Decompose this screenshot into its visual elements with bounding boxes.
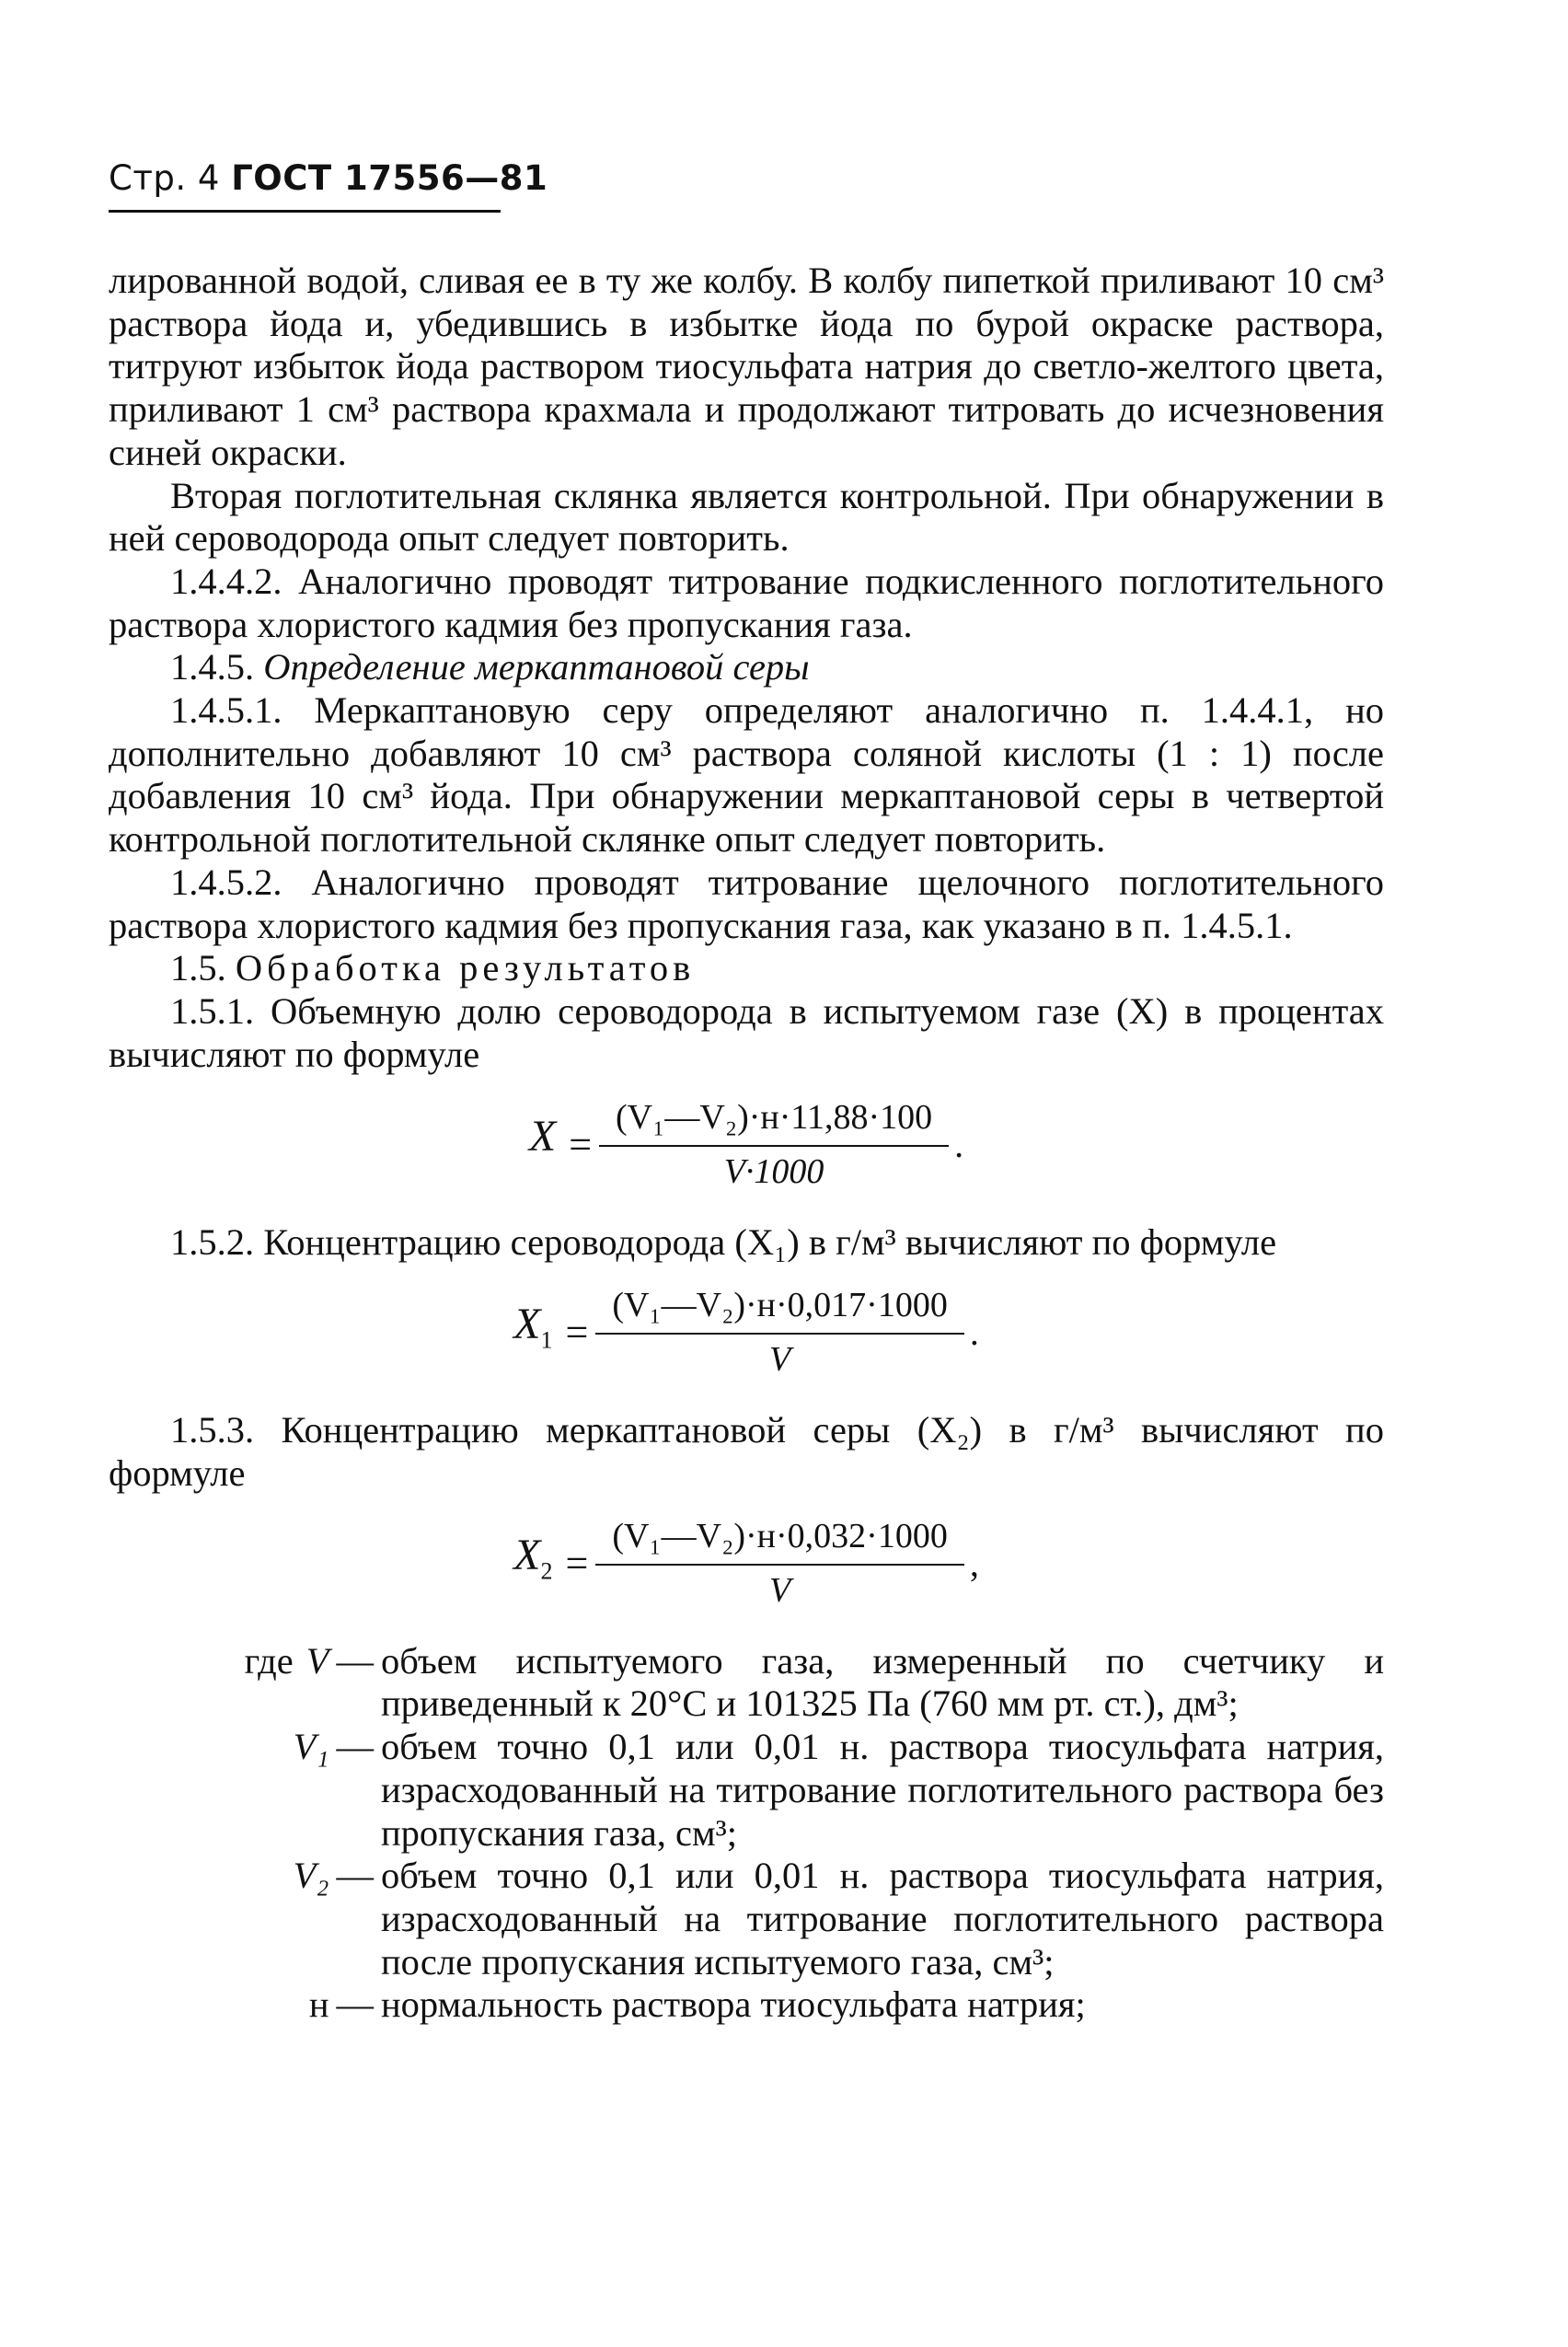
formula-numerator: (V₁—V₂)·н·11,88·100 <box>599 1096 949 1147</box>
section-heading-1-5 <box>109 947 1384 990</box>
paragraph-1-4-4-2: 1.4.4.2. Аналогично проводят титрование подкисленного поглотительного раствора хлористого кадмия без пропускания газа. <box>109 560 1384 645</box>
paragraph-1-4-5-2: 1.4.5.2. Аналогично проводят титрование щелочного поглотительного раствора хлористого кадмия без пропускания газа, как указано в п. 1.4.5.1. <box>109 861 1384 946</box>
definition-term <box>109 1855 381 1898</box>
definition-dash: — <box>336 1983 374 2026</box>
formula-equals: = <box>569 1121 593 1167</box>
formula-lhs: $X_1$ <box>513 1300 553 1354</box>
formula-numerator: (V₁—V₂)·н·0,017·1000 <box>595 1284 964 1335</box>
definition-row <box>109 1640 1384 1726</box>
paragraph-1-5-3: 1.5.3. Концентрацию меркаптановой серы (X₂) в г/м³ вычисляют по формуле <box>109 1408 1384 1494</box>
definition-text: объем точно 0,1 или 0,01 н. раствора тиосульфата натрия, израсходованный на титрование поглотительного раствора после пропускания испытуемого газа, см³; <box>381 1855 1384 1983</box>
definition-term <box>109 1640 381 1683</box>
definition-symbol: V₂ <box>293 1855 329 1897</box>
paragraph-control-flask: Вторая поглотительная склянка является контрольной. При обнаружении в ней сероводорода опыт следует повторить. <box>109 474 1384 560</box>
formula-numerator: (V₁—V₂)·н·0,032·1000 <box>595 1515 964 1566</box>
section-title: Определение меркаптановой серы <box>263 646 810 688</box>
formula-fraction <box>595 1284 964 1381</box>
formula-x2 <box>109 1515 1384 1612</box>
formula-denominator: V <box>768 1570 791 1610</box>
definition-dash: — <box>336 1726 374 1768</box>
section-title: Обработка результатов <box>235 947 696 989</box>
paragraph-1-5-2: 1.5.2. Концентрацию сероводорода (X₁) в г/м³ вычисляют по формуле <box>170 1220 1277 1263</box>
definition-symbol: V₁ <box>293 1726 329 1768</box>
definition-row <box>109 1983 1384 2027</box>
paragraph-continuation: лированной водой, сливая ее в ту же колбу. В колбу пипеткой приливают 10 см³ раствора йода и, убедившись в избытке йода по бурой окраске раствора, титруют избыток йода раствором тиосульфата натрия до светло-желтого цвета, приливают 1 см³ раствора крахмала и продолжают титровать до исчезновения синей окраски. <box>109 260 1384 473</box>
definition-symbol: н <box>308 1983 329 2026</box>
formula-denominator: V <box>768 1340 791 1380</box>
definition-symbol: V <box>306 1639 329 1682</box>
page-number: Стр. 4 <box>109 158 220 198</box>
formula-denominator: V·1000 <box>723 1152 824 1192</box>
definition-text: объем точно 0,1 или 0,01 н. раствора тиосульфата натрия, израсходованный на титрование поглотительного раствора без пропускания газа, см³; <box>381 1726 1384 1854</box>
definition-row <box>109 1855 1384 1983</box>
formula-fraction <box>595 1515 964 1612</box>
formula-equals: = <box>565 1309 589 1355</box>
formula-punct: . <box>969 1311 979 1353</box>
formula-x <box>109 1096 1384 1193</box>
section-number: 1.4.5. <box>170 646 255 688</box>
definition-text: объем испытуемого газа, измеренный по счетчику и приведенный к 20°С и 101325 Па (760 мм рт. ст.), дм³; <box>381 1639 1384 1725</box>
formula-lhs: X <box>528 1111 557 1161</box>
formula-punct: . <box>954 1123 964 1165</box>
paragraph-1-4-5-1: 1.4.5.1. Меркаптановую серу определяют аналогично п. 1.4.4.1, но дополнительно добавляют 10 см³ раствора соляной кислоты (1 : 1) после добавления 10 см³ йода. При обнаружении меркаптановой серы в четвертой контрольной поглотительной склянке опыт следует повторить. <box>109 689 1384 861</box>
standard-number: ГОСТ 17556—81 <box>231 158 548 198</box>
definition-term <box>109 1983 381 2027</box>
definition-row <box>109 1726 1384 1855</box>
definition-dash: — <box>336 1639 374 1682</box>
header-rule <box>109 210 501 213</box>
formula-fraction <box>599 1096 949 1193</box>
page-header <box>109 158 548 198</box>
where-prefix: где <box>244 1639 294 1682</box>
formula-lhs: $X_2$ <box>513 1530 553 1585</box>
variable-definitions <box>109 1640 1384 2027</box>
paragraph-1-5-1: 1.5.1. Объемную долю сероводорода в испытуемом газе (X) в процентах вычисляют по формуле <box>109 989 1384 1075</box>
definition-text: нормальность раствора тиосульфата натрия; <box>381 1983 1086 2026</box>
section-number: 1.5. <box>170 947 226 989</box>
definition-term <box>109 1726 381 1769</box>
document-body <box>109 260 1384 2027</box>
formula-equals: = <box>565 1540 589 1586</box>
definition-dash: — <box>336 1855 374 1897</box>
formula-punct: , <box>969 1542 979 1584</box>
formula-x1 <box>109 1284 1384 1381</box>
section-heading-1-4-5 <box>109 646 1384 689</box>
